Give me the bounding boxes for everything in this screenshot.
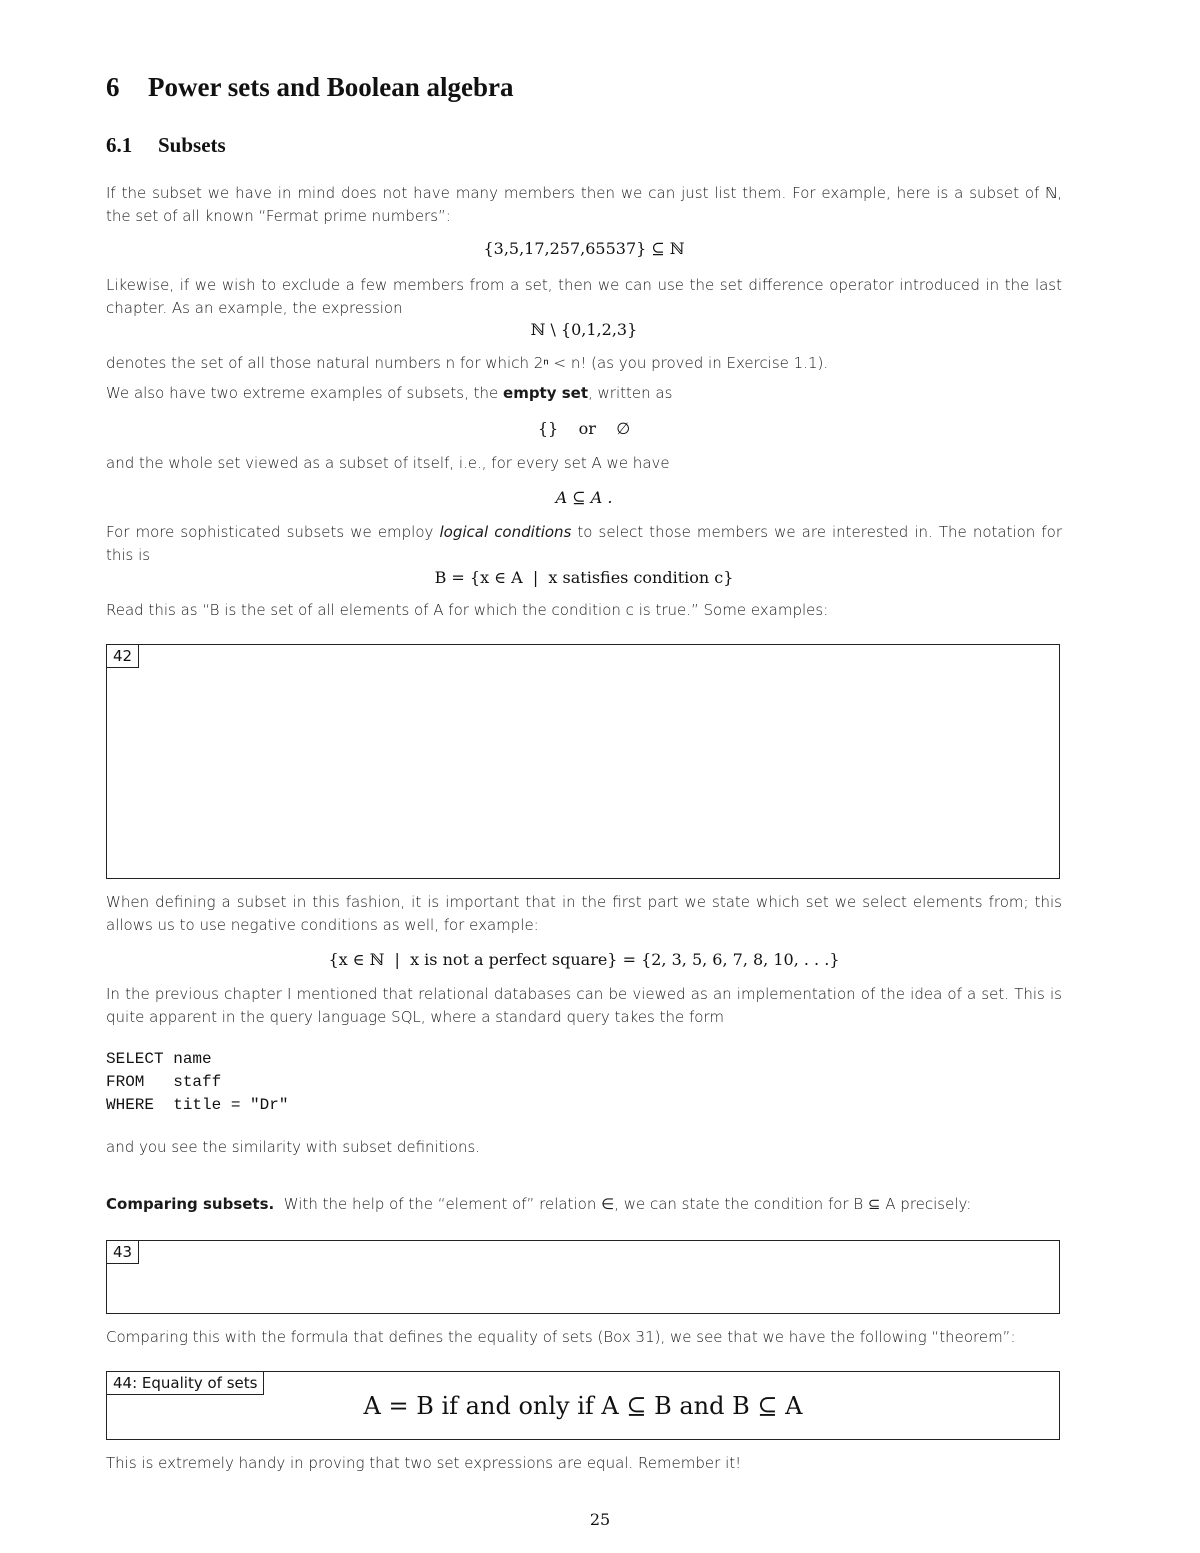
equation-fermat: {3,5,17,257,65537} ⊆ ℕ xyxy=(483,239,685,258)
equation-self-subset: A ⊆ A . xyxy=(555,488,613,507)
paragraph-remember: This is extremely handy in proving that two set expressions are equal. Remember it! xyxy=(106,1454,742,1472)
equation-set-builder: B = {x ∈ A | x satisfies condition c} xyxy=(434,568,734,587)
text-span: , written as xyxy=(588,384,673,402)
paragraph-extreme-examples xyxy=(106,382,1062,405)
box-44-equality-of-sets xyxy=(106,1371,1060,1440)
chapter-title: Power sets and Boolean algebra xyxy=(148,72,514,102)
box-43-label: 43 xyxy=(107,1241,139,1264)
paragraph-negative-conditions: When defining a subset in this fashion, it is important that in the first part we state which set we select elements from; this allows us to use negative conditions as well, for example: xyxy=(106,893,1062,934)
paragraph-logical-conditions xyxy=(106,521,1062,567)
text-span: With the help of the “element of” relation ∈, we can state the condition for B ⊆ A precisely: xyxy=(274,1195,972,1213)
chapter-heading xyxy=(106,72,514,103)
chapter-number: 6 xyxy=(106,72,120,102)
box-42 xyxy=(106,644,1060,879)
paragraph-read-this: Read this as “B is the set of all elements of A for which the condition c is true.” Some examples: xyxy=(106,601,829,619)
section-title: Subsets xyxy=(158,133,226,157)
sql-code-block: SELECT name FROM staff WHERE title = "Dr" xyxy=(106,1050,289,1114)
text-span: We also have two extreme examples of subsets, the xyxy=(106,384,504,402)
paragraph-equality-reference: Comparing this with the formula that defines the equality of sets (Box 31), we see that we have the following “theorem”: xyxy=(106,1328,1016,1346)
section-heading xyxy=(106,133,226,158)
equation-difference: ℕ \ {0,1,2,3} xyxy=(530,320,638,339)
term-comparing-subsets: Comparing subsets. xyxy=(106,1195,275,1213)
paragraph-comparing-subsets xyxy=(106,1193,1062,1216)
theorem-equality: A = B if and only if A ⊆ B and B ⊆ A xyxy=(363,1392,803,1420)
text-span: to select those members we are interested in. The notation for this is xyxy=(106,523,1063,564)
paragraph-fermat-intro: If the subset we have in mind does not have many members then we can just list them. For example, here is a subset of ℕ, the set of all known “Fermat prime numbers”: xyxy=(106,184,1062,225)
box-43 xyxy=(106,1240,1060,1314)
equation-perfect-square: {x ∈ ℕ | x is not a perfect square} = {2, 3, 5, 6, 7, 8, 10, . . .} xyxy=(328,950,840,969)
paragraph-similarity: and you see the similarity with subset definitions. xyxy=(106,1138,481,1156)
text-span: For more sophisticated subsets we employ xyxy=(106,523,440,541)
page-number: 25 xyxy=(589,1510,611,1529)
section-number: 6.1 xyxy=(106,133,133,157)
paragraph-sql-intro: In the previous chapter I mentioned that relational databases can be viewed as an implementation of the idea of a set. This is quite apparent in the query language SQL, where a standard query takes the form xyxy=(106,985,1062,1026)
term-empty-set: empty set xyxy=(503,384,588,402)
box-44-label: 44: Equality of sets xyxy=(107,1372,264,1395)
paragraph-whole-set: and the whole set viewed as a subset of itself, i.e., for every set A we have xyxy=(106,454,670,472)
equation-empty-set: {} or ∅ xyxy=(537,419,631,438)
box-42-label: 42 xyxy=(107,645,139,668)
paragraph-set-difference: Likewise, if we wish to exclude a few members from a set, then we can use the set difference operator introduced in the last chapter. As an example, the expression xyxy=(106,276,1062,317)
term-logical-conditions: logical conditions xyxy=(439,523,572,541)
paragraph-natural-numbers: denotes the set of all those natural numbers n for which 2ⁿ < n! (as you proved in Exercise 1.1). xyxy=(106,354,829,372)
